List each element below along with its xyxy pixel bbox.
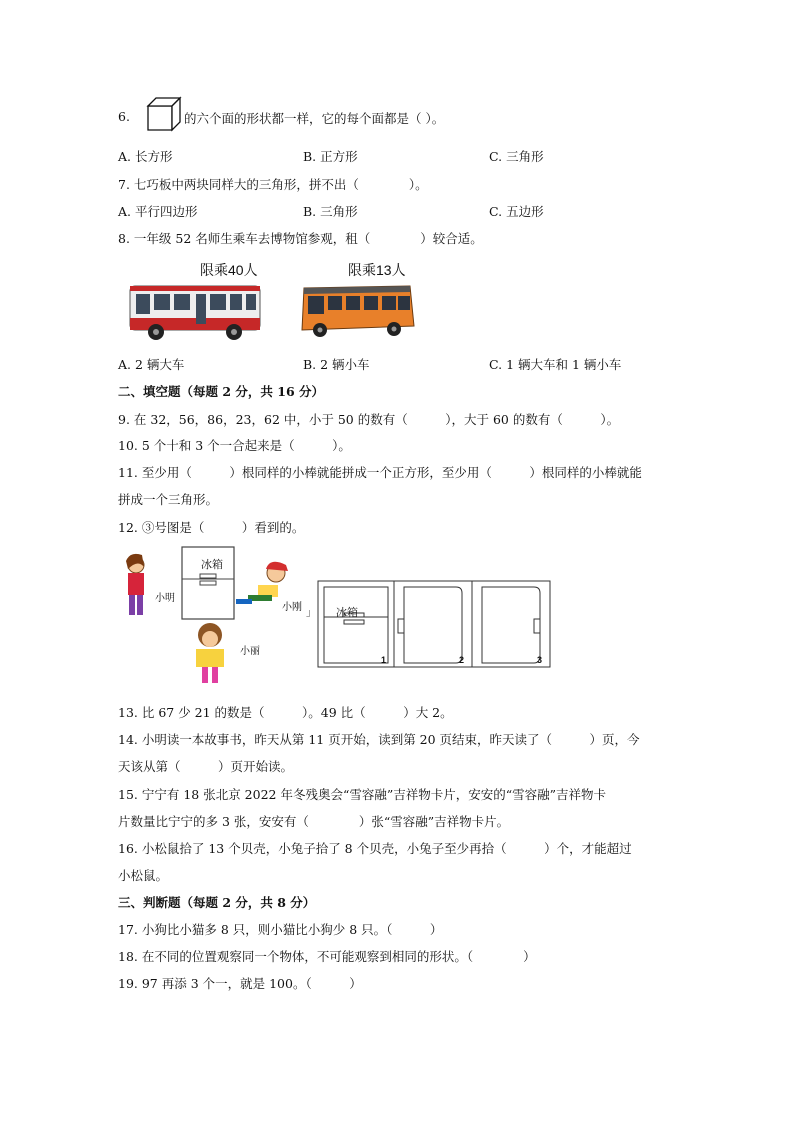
- q12-text: 12. ③号图是（ ）看到的。: [118, 520, 305, 535]
- fridge-label: 冰箱: [201, 559, 223, 571]
- q8-option-a: A. 2 辆大车: [118, 357, 185, 372]
- section-3-heading: 三、判断题（每题 2 分，共 8 分）: [118, 895, 316, 910]
- xiaogang-figure: [236, 562, 288, 604]
- xiaoming-figure: [126, 554, 144, 615]
- bus-small-label: 限乘13人: [348, 262, 406, 278]
- q11-text-line1: 11. 至少用（ ）根同样的小棒就能拼成一个正方形，至少用（ ）根同样的小棒就能: [118, 465, 642, 480]
- cube-icon: [146, 96, 182, 132]
- q16-text-line1: 16. 小松鼠拾了 13 个贝壳，小兔子拾了 8 个贝壳，小兔子至少再拾（ ）个，才能超过: [118, 841, 632, 856]
- figure-mark: 」: [306, 608, 316, 619]
- q16-text-line2: 小松鼠。: [118, 868, 169, 883]
- q6-text: 的六个面的形状都一样，它的每个面都是（ ）。: [184, 111, 445, 126]
- q15-text-line1: 15. 宁宁有 18 张北京 2022 年冬残奥会“雪容融”吉祥物卡片，安安的“雪容融”吉祥物卡: [118, 787, 607, 802]
- q14-text-line1: 14. 小明读一本故事书，昨天从第 11 页开始，读到第 20 页结束，昨天读了（ ）页，今: [118, 732, 640, 747]
- view-1-number: 1: [381, 655, 387, 665]
- view-3-number: 3: [537, 655, 543, 665]
- q18-text: 18. 在不同的位置观察同一个物体，不可能观察到相同的形状。（ ）: [118, 949, 536, 964]
- q14-text-line2: 天该从第（ ）页开始读。: [118, 759, 294, 774]
- q7-text: 7. 七巧板中两块同样大的三角形，拼不出（ ）。: [118, 177, 428, 192]
- q19-text: 19. 97 再添 3 个一，就是 100。（ ）: [118, 976, 362, 991]
- q13-text: 13. 比 67 少 21 的数是（ ）。49 比（ ）大 2。: [118, 705, 453, 720]
- q7-option-a: A. 平行四边形: [118, 204, 198, 219]
- small-bus-image: [298, 278, 418, 342]
- q17-text: 17. 小狗比小猫多 8 只，则小猫比小狗少 8 只。（ ）: [118, 922, 443, 937]
- q6-option-b: B. 正方形: [303, 149, 358, 164]
- big-bus-image: [126, 278, 264, 344]
- q11-text-line2: 拼成一个三角形。: [118, 492, 219, 507]
- q15-text-line2: 片数量比宁宁的多 3 张，安安有（ ）张“雪容融”吉祥物卡片。: [118, 814, 510, 829]
- q6-option-c: C. 三角形: [489, 149, 544, 164]
- view-2-number: 2: [459, 655, 465, 665]
- q9-text: 9. 在 32，56，86，23，62 中，小于 50 的数有（ ），大于 60 的数有（ ）。: [118, 412, 620, 427]
- q10-text: 10. 5 个十和 3 个一合起来是（ ）。: [118, 438, 351, 453]
- view-1-fridge-label: 冰箱: [336, 607, 358, 619]
- q8-option-c: C. 1 辆大车和 1 辆小车: [489, 357, 622, 372]
- q8-option-b: B. 2 辆小车: [303, 357, 370, 372]
- q6-option-a: A. 长方形: [118, 149, 173, 164]
- bus-big-label: 限乘40人: [200, 262, 258, 278]
- xiaogang-label: 小刚: [282, 602, 302, 613]
- xiaoli-figure: [196, 623, 224, 683]
- q7-option-c: C. 五边形: [489, 204, 544, 219]
- q7-option-b: B. 三角形: [303, 204, 358, 219]
- q6-number: 6.: [118, 109, 130, 124]
- section-2-heading: 二、填空题（每题 2 分，共 16 分）: [118, 384, 325, 399]
- xiaoming-label: 小明: [155, 593, 175, 604]
- xiaoli-label: 小丽: [240, 646, 260, 657]
- q8-text: 8. 一年级 52 名师生乘车去博物馆参观，租（ ）较合适。: [118, 231, 483, 246]
